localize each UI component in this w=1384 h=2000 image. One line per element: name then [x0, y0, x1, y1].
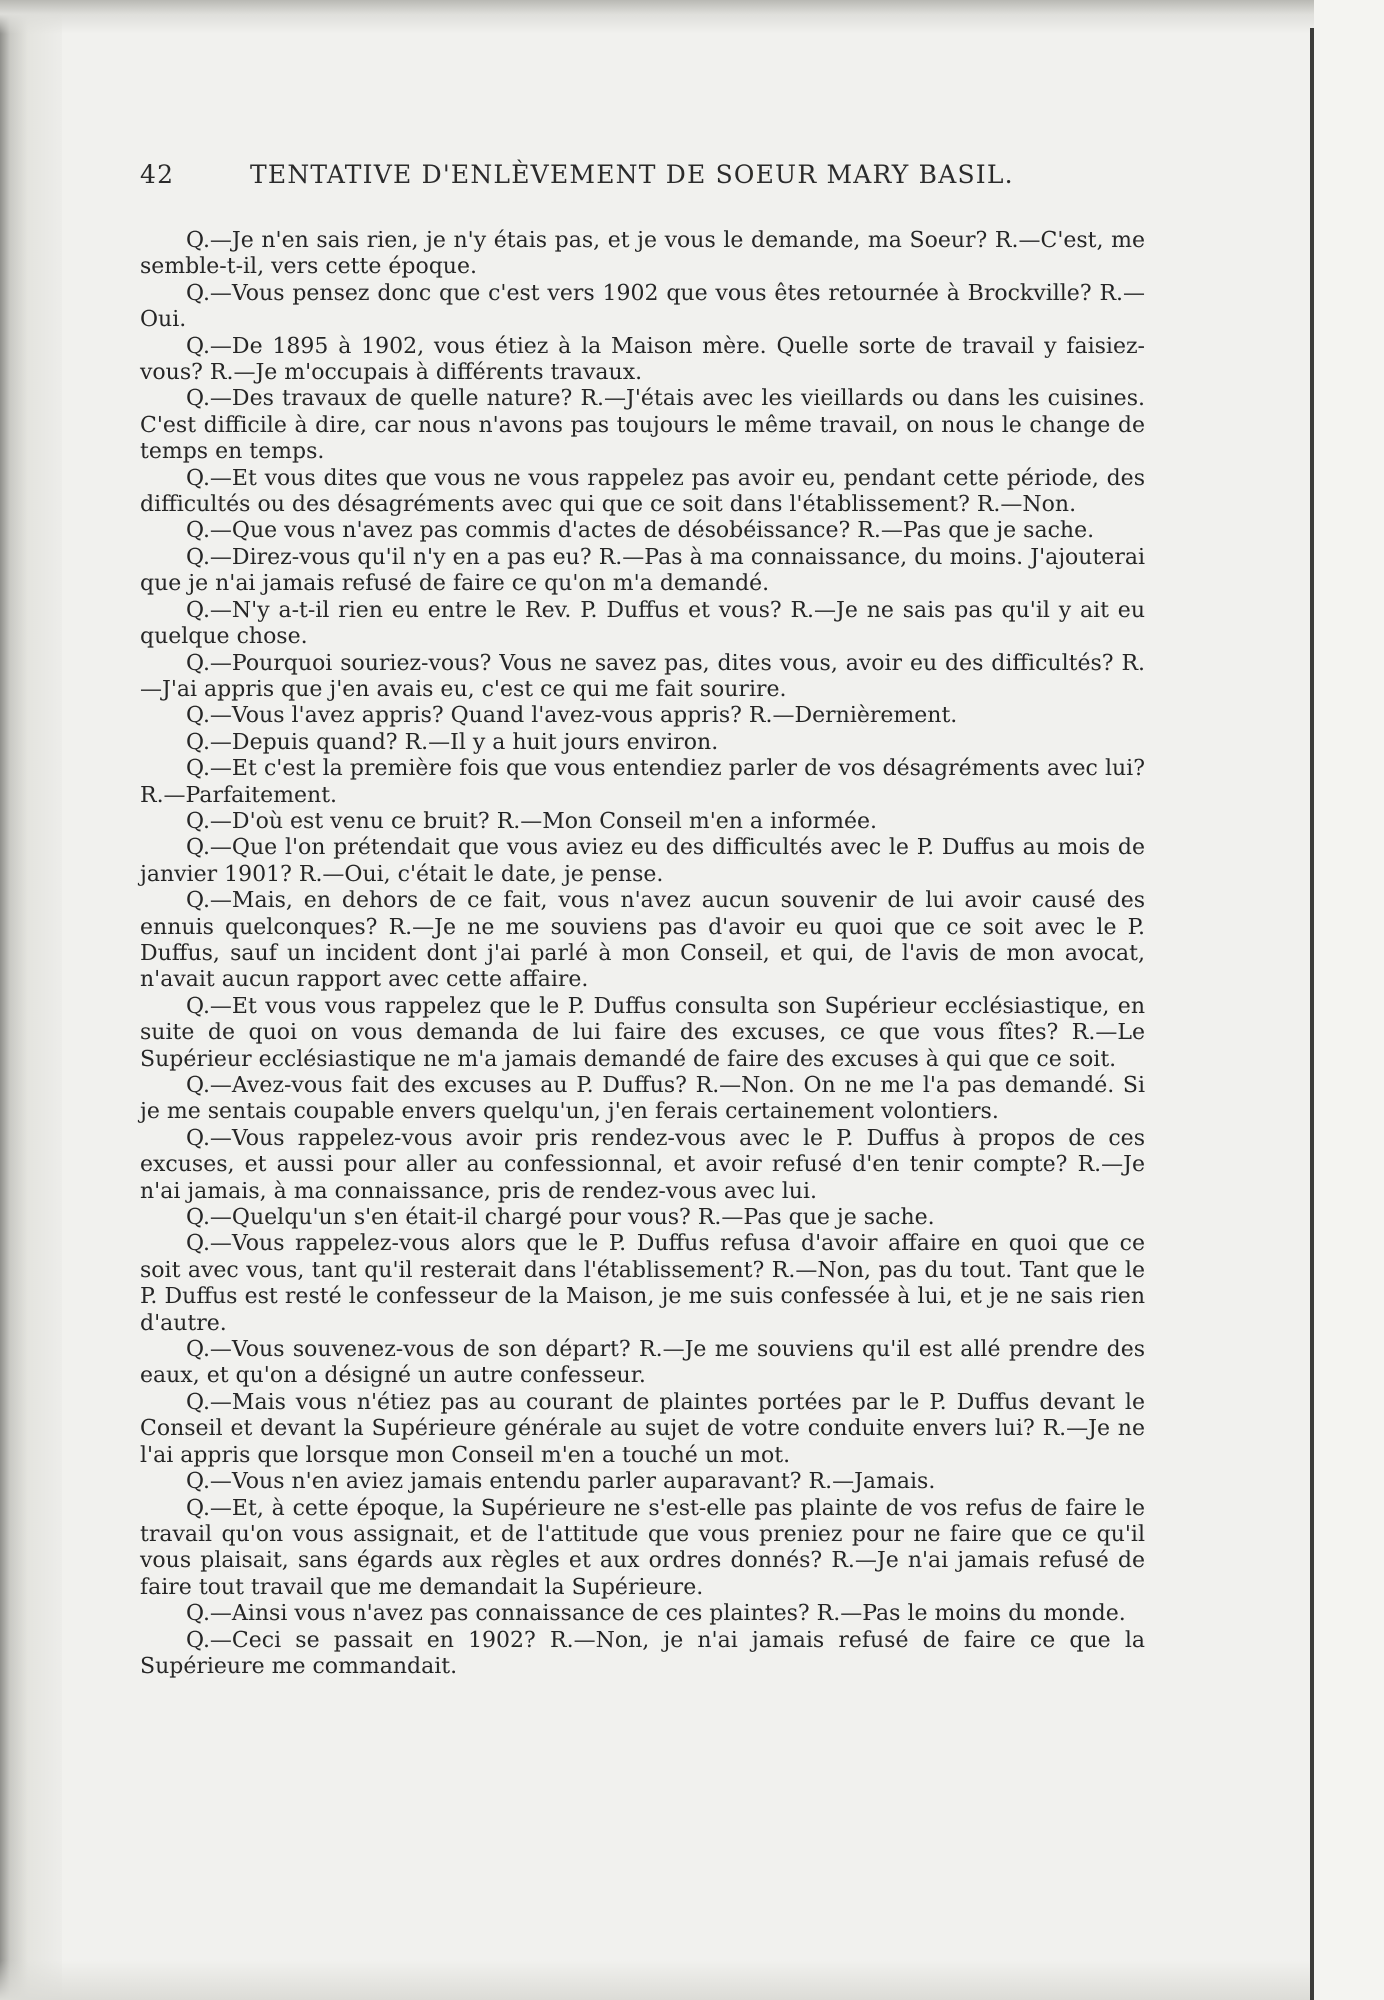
paragraph: Q.—Que l'on prétendait que vous aviez eu des difficultés avec le P. Duffus au mois de janvier 1901? R.—Oui, c'était le date, je pense.	[140, 835, 1145, 887]
scan-top-edge	[0, 0, 1384, 34]
paragraph: Q.—Vous rappelez-vous avoir pris rendez-vous avec le P. Duffus à propos de ces excuses, et aussi pour aller au confessionnal, et avoir refusé d'en tenir compte? R.—Je n'ai jamais, à ma connaissance, pris de rendez-vous avec lui.	[140, 1125, 1145, 1204]
paragraph: Q.—Depuis quand? R.—Il y a huit jours environ.	[186, 729, 719, 755]
paragraph: Q.—Mais vous n'étiez pas au courant de plaintes portées par le P. Duffus devant le Conseil et devant la Supérieure générale au sujet de votre conduite envers lui? R.—Je ne l'ai appris que lorsque mon Conseil m'en a touché un mot.	[140, 1389, 1145, 1468]
paragraph: Q.—N'y a-t-il rien eu entre le Rev. P. Duffus et vous? R.—Je ne sais pas qu'il y ait eu quelque chose.	[140, 597, 1145, 650]
adjacent-page-strip	[1314, 0, 1384, 2000]
paragraph: Q.—Direz-vous qu'il n'y en a pas eu? R.—Pas à ma connaissance, du moins. J'ajouterai que je n'ai jamais refusé de faire ce qu'on m'a demandé.	[140, 544, 1145, 597]
paragraph: Q.—Que vous n'avez pas commis d'actes de désobéissance? R.—Pas que je sache.	[186, 518, 1095, 544]
paragraph: Q.—Je n'en sais rien, je n'y étais pas, et je vous le demande, ma Soeur? R.—C'est, me semble-t-il, vers cette époque.	[140, 228, 1145, 280]
book-page	[140, 160, 1145, 1680]
running-title: TENTATIVE D'ENLÈVEMENT DE SOEUR MARY BASIL.	[250, 160, 1014, 189]
page-number: 42	[140, 160, 175, 189]
paragraph: Q.—Vous pensez donc que c'est vers 1902 que vous êtes retournée à Brockville? R.—Oui.	[140, 280, 1145, 333]
paragraph: Q.—Avez-vous fait des excuses au P. Duffus? R.—Non. On ne me l'a pas demandé. Si je me sentais coupable envers quelqu'un, j'en ferais certainement volontiers.	[140, 1073, 1145, 1125]
scan-bottom-shadow	[0, 1960, 1310, 2000]
paragraph: Q.—Pourquoi souriez-vous? Vous ne savez pas, dites vous, avoir eu des difficultés? R.—J'ai appris que j'en avais eu, c'est ce qui me fait sourire.	[140, 650, 1145, 702]
paragraph: Q.—Et c'est la première fois que vous entendiez parler de vos désagréments avec lui? R.—Parfaitement.	[140, 756, 1145, 808]
paragraph: Q.—Vous rappelez-vous alors que le P. Duffus refusa d'avoir affaire en quoi que ce soit avec vous, tant qu'il resterait dans l'établissement? R.—Non, pas du tout. Tant que le P. Duffus est resté le confesseur de la Maison, je me suis confessée à lui, et je ne sais rien d'autre.	[140, 1231, 1145, 1336]
paragraph: Q.—Des travaux de quelle nature? R.—J'étais avec les vieillards ou dans les cuisines. C'est difficile à dire, car nous n'avons pas toujours le même travail, on nous le change de temps en temps.	[140, 386, 1145, 465]
paragraph: Q.—Ainsi vous n'avez pas connaissance de ces plaintes? R.—Pas le moins du monde.	[186, 1601, 1126, 1627]
paragraph: Q.—Vous souvenez-vous de son départ? R.—Je me souviens qu'il est allé prendre des eaux, et qu'on a désigné un autre confesseur.	[140, 1337, 1145, 1389]
paragraph: Q.—Ceci se passait en 1902? R.—Non, je n'ai jamais refusé de faire ce que la Supérieure me commandait.	[140, 1627, 1145, 1679]
scan-left-edge	[0, 0, 62, 2000]
page-header	[140, 160, 1145, 206]
paragraph: Q.—De 1895 à 1902, vous étiez à la Maison mère. Quelle sorte de travail y faisiez-vous? R.—Je m'occupais à différents travaux.	[140, 333, 1145, 386]
paragraph: Q.—Mais, en dehors de ce fait, vous n'avez aucun souvenir de lui avoir causé des ennuis quelconques? R.—Je ne me souviens pas d'avoir eu quoi que ce soit avec le P. Duffus, sauf un incident dont j'ai parlé à mon Conseil, et qui, de l'avis de mon avocat, n'avait aucun rapport avec cette affaire.	[140, 888, 1145, 993]
paragraph: Q.—Vous l'avez appris? Quand l'avez-vous appris? R.—Dernièrement.	[186, 703, 958, 729]
body-text	[140, 228, 1145, 1680]
paragraph: Q.—Et, à cette époque, la Supérieure ne s'est-elle pas plainte de vos refus de faire le travail qu'on vous assignait, et de l'attitude que vous preniez pour ne faire que ce qu'il vous plaisait, sans égards aux règles et aux ordres donnés? R.—Je n'ai jamais refusé de faire tout travail que me demandait la Supérieure.	[140, 1495, 1145, 1600]
paragraph: Q.—Vous n'en aviez jamais entendu parler auparavant? R.—Jamais.	[186, 1469, 936, 1495]
paragraph: Q.—Et vous dites que vous ne vous rappelez pas avoir eu, pendant cette période, des difficultés ou des désagréments avec qui que ce soit dans l'établissement? R.—Non.	[140, 465, 1145, 518]
paragraph: Q.—D'où est venu ce bruit? R.—Mon Conseil m'en a informée.	[186, 808, 878, 834]
paragraph: Q.—Quelqu'un s'en était-il chargé pour vous? R.—Pas que je sache.	[186, 1205, 935, 1231]
paragraph: Q.—Et vous vous rappelez que le P. Duffus consulta son Supérieur ecclésiastique, en suite de quoi on vous demanda de lui faire des excuses, ce que vous fîtes? R.—Le Supérieur ecclésiastique ne m'a jamais demandé de faire des excuses à qui que ce soit.	[140, 993, 1145, 1072]
